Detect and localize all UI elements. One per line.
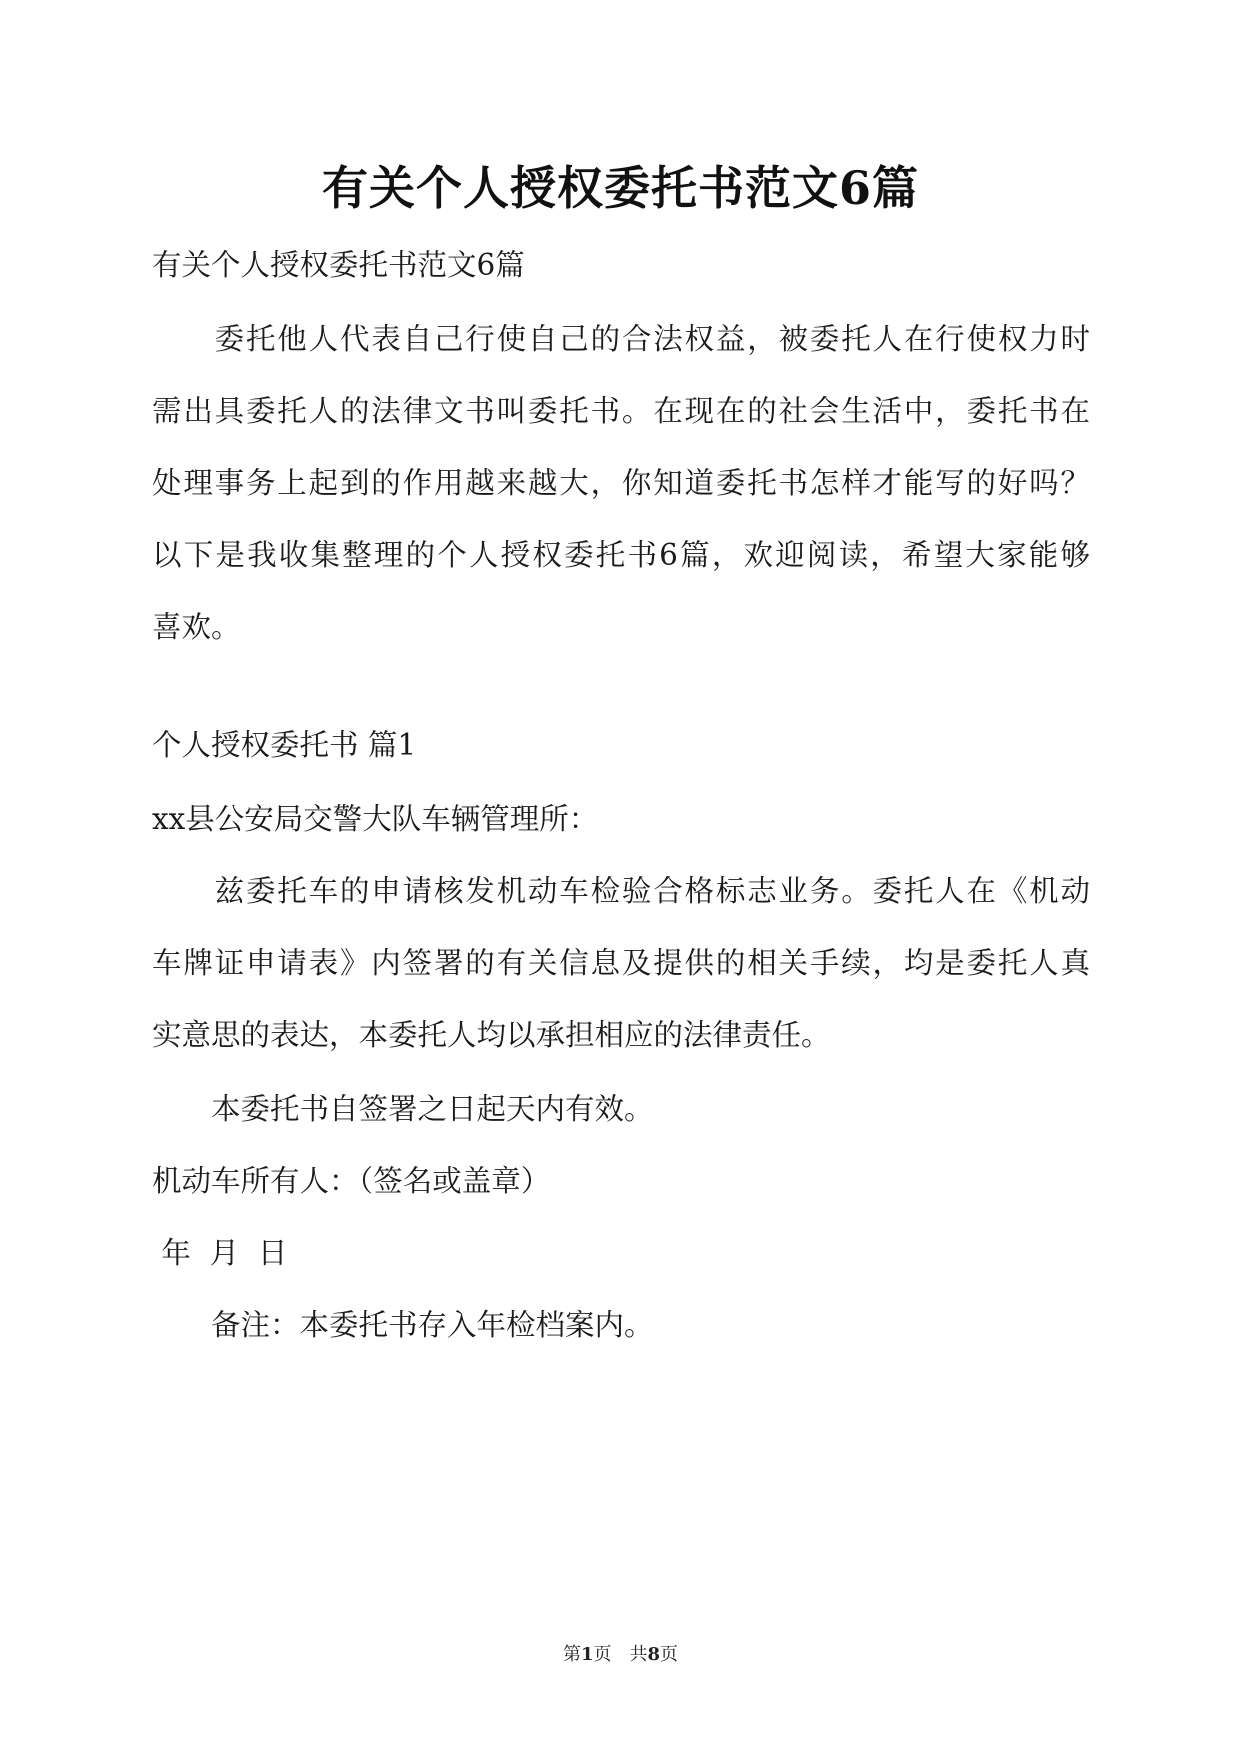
- validity-statement: 本委托书自签署之日起天内有效。: [152, 1092, 654, 1126]
- section-heading: 个人授权委托书 篇1: [152, 728, 417, 762]
- page-footer: [0, 1640, 1241, 1666]
- intro-line-5: 喜欢。: [152, 610, 241, 644]
- remark: 备注：本委托书存入年检档案内。: [152, 1308, 654, 1342]
- document-subtitle: 有关个人授权委托书范文6篇: [152, 248, 525, 282]
- body-line-3: 实意思的表达，本委托人均以承担相应的法律责任。: [152, 1018, 831, 1052]
- intro-line-1: 委托他人代表自己行使自己的合法权益，被委托人在行使权力时: [152, 322, 1090, 356]
- intro-line-3: 处理事务上起到的作用越来越大，你知道委托书怎样才能写的好吗？: [152, 466, 1090, 500]
- footer-page-mid: 页 共: [593, 1644, 648, 1665]
- intro-line-2: 需出具委托人的法律文书叫委托书。在现在的社会生活中，委托书在: [152, 394, 1090, 428]
- body-line-2: 车牌证申请表》内签署的有关信息及提供的相关手续，均是委托人真: [152, 946, 1090, 980]
- document-title: 有关个人授权委托书范文6篇: [321, 161, 919, 215]
- footer-page-prefix: 第: [562, 1644, 581, 1665]
- body-line-1: 兹委托车的申请核发机动车检验合格标志业务。委托人在《机动: [152, 874, 1090, 908]
- owner-signature-line: 机动车所有人：（签名或盖章）: [152, 1164, 551, 1198]
- date-line: 年 月 日: [152, 1236, 288, 1270]
- intro-line-4: 以下是我收集整理的个人授权委托书6篇，欢迎阅读，希望大家能够: [152, 538, 1090, 572]
- footer-page-number: 1: [580, 1644, 594, 1665]
- footer-page-suffix: 页: [660, 1644, 679, 1665]
- footer-page-total: 8: [647, 1644, 661, 1665]
- addressee: xx县公安局交警大队车辆管理所：: [152, 802, 599, 836]
